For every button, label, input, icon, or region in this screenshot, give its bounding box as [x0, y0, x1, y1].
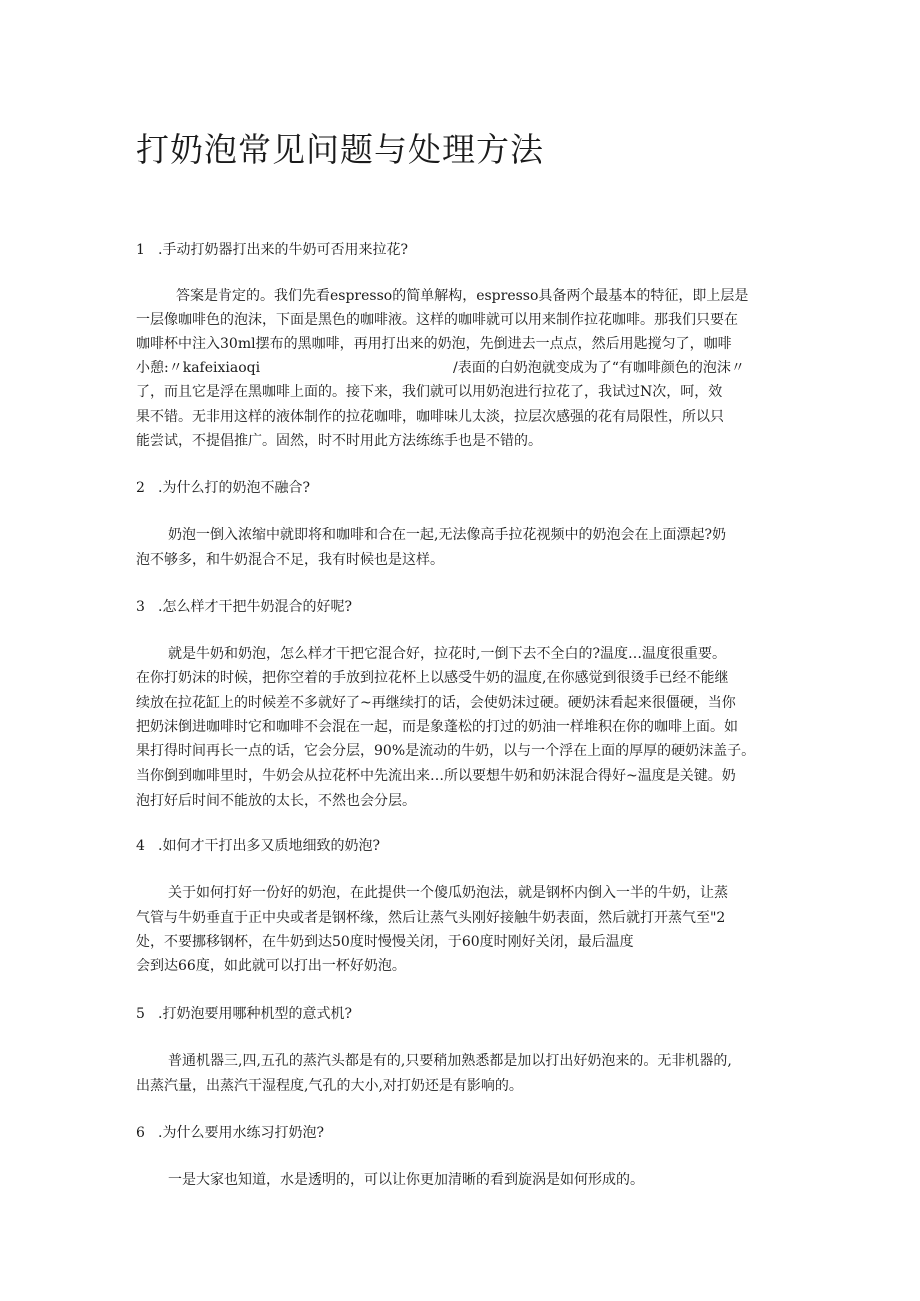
- paragraph-line: 气管与牛奶垂直于正中央或者是钢杯缘，然后让蒸气头刚好接触牛奶表面，然后就打开蒸气至"2: [136, 910, 726, 926]
- paragraph-line: 出蒸汽量，出蒸汽干湿程度,气孔的大小,对打奶还是有影响的。: [136, 1078, 523, 1094]
- paragraph-line: 关于如何打好一份好的奶泡，在此提供一个傻瓜奶泡法，就是钢杯内倒入一半的牛奶，让蒸: [168, 885, 728, 901]
- paragraph-line: 一是大家也知道，水是透明的，可以让你更加清晰的看到旋涡是如何形成的。: [168, 1172, 644, 1188]
- paragraph-line: 答案是肯定的。我们先看espresso的简单解构，espresso具备两个最基本的特征，即上层是: [176, 288, 749, 304]
- paragraph-line: 在你打奶沫的时候，把你空着的手放到拉花杯上以感受牛奶的温度,在你感觉到很烫手已经不能继: [136, 670, 729, 686]
- question-text: .为什么要用水练习打奶泡?: [158, 1125, 324, 1141]
- paragraph-line: 小憩:〃kafeixiaoqi: [136, 360, 261, 376]
- paragraph-line: 把奶沫倒进咖啡时它和咖啡不会混在一起，而是象蓬松的打过的奶油一样堆积在你的咖啡上面。如: [136, 719, 738, 735]
- paragraph-line: 奶泡一倒入浓缩中就即将和咖啡和合在一起,无法像高手拉花视频中的奶泡会在上面漂起?奶: [168, 527, 726, 543]
- question-number: 3: [136, 599, 145, 615]
- paragraph-line: 泡打好后时间不能放的太长，不然也会分层。: [136, 793, 416, 809]
- paragraph-line: 果打得时间再长一点的话，它会分层，90%是流动的牛奶，以与一个浮在上面的厚厚的硬奶沫盖子。: [136, 743, 756, 759]
- question-number: 2: [136, 480, 145, 496]
- question-text: .怎么样才干把牛奶混合的好呢?: [158, 599, 352, 615]
- paragraph-line: 能尝试，不提倡推广。固然，时不时用此方法练练手也是不错的。: [136, 433, 542, 449]
- question-text: .打奶泡要用哪种机型的意式机?: [158, 1006, 352, 1022]
- paragraph-line: 处，不要挪移钢杯，在牛奶到达50度时慢慢关闭，于60度时刚好关闭，最后温度: [136, 934, 634, 950]
- paragraph-line: 了，而且它是浮在黑咖啡上面的。接下来，我们就可以用奶泡进行拉花了，我试过N次，呵，效: [136, 384, 723, 400]
- question-text: .为什么打的奶泡不融合?: [158, 480, 310, 496]
- question-2: [136, 479, 310, 497]
- paragraph-line: 果不错。无非用这样的液体制作的拉花咖啡，咖啡味儿太淡，拉层次感强的花有局限性，所以只: [136, 409, 724, 425]
- question-number: 4: [136, 838, 145, 854]
- paragraph-line: 续放在拉花缸上的时候差不多就好了~再继续打的话，会使奶沫过硬。硬奶沫看起来很僵硬，当你: [136, 695, 736, 711]
- paragraph-line: 就是牛奶和奶泡，怎么样才干把它混合好，拉花时,一倒下去不全白的?温度…温度很重要。: [168, 646, 726, 662]
- paragraph-line: 咖啡杯中注入30ml摆布的黑咖啡，再用打出来的奶泡，先倒进去一点点，然后用匙搅匀了，咖啡: [136, 336, 732, 352]
- paragraph-line: /表面的白奶泡就变成为了“有咖啡颜色的泡沫〃: [453, 360, 745, 376]
- document-title: 打奶泡常见问题与处理方法: [136, 130, 544, 169]
- paragraph-line: 会到达66度，如此就可以打出一杯好奶泡。: [136, 958, 406, 974]
- question-text: .手动打奶器打出来的牛奶可否用来拉花?: [158, 242, 408, 258]
- question-5: [136, 1005, 352, 1023]
- question-number: 1: [136, 242, 145, 258]
- paragraph-line: 当你倒到咖啡里时，牛奶会从拉花杯中先流出来…所以要想牛奶和奶沫混合得好~温度是关键。奶: [136, 768, 736, 784]
- paragraph-line: 普通机器三,四,五孔的蒸汽头都是有的,只要稍加熟悉都是加以打出好奶泡来的。无非机器的,: [168, 1053, 732, 1069]
- paragraph-line: 一层像咖啡色的泡沫，下面是黑色的咖啡液。这样的咖啡就可以用来制作拉花咖啡。那我们只要在: [136, 312, 738, 328]
- question-text: .如何才干打出多又质地细致的奶泡?: [158, 838, 380, 854]
- paragraph-line: 泡不够多，和牛奶混合不足，我有时候也是这样。: [136, 552, 444, 568]
- question-number: 6: [136, 1125, 145, 1141]
- question-6: [136, 1124, 324, 1142]
- question-3: [136, 598, 352, 616]
- question-1: [136, 241, 408, 259]
- question-4: [136, 837, 380, 855]
- question-number: 5: [136, 1006, 145, 1022]
